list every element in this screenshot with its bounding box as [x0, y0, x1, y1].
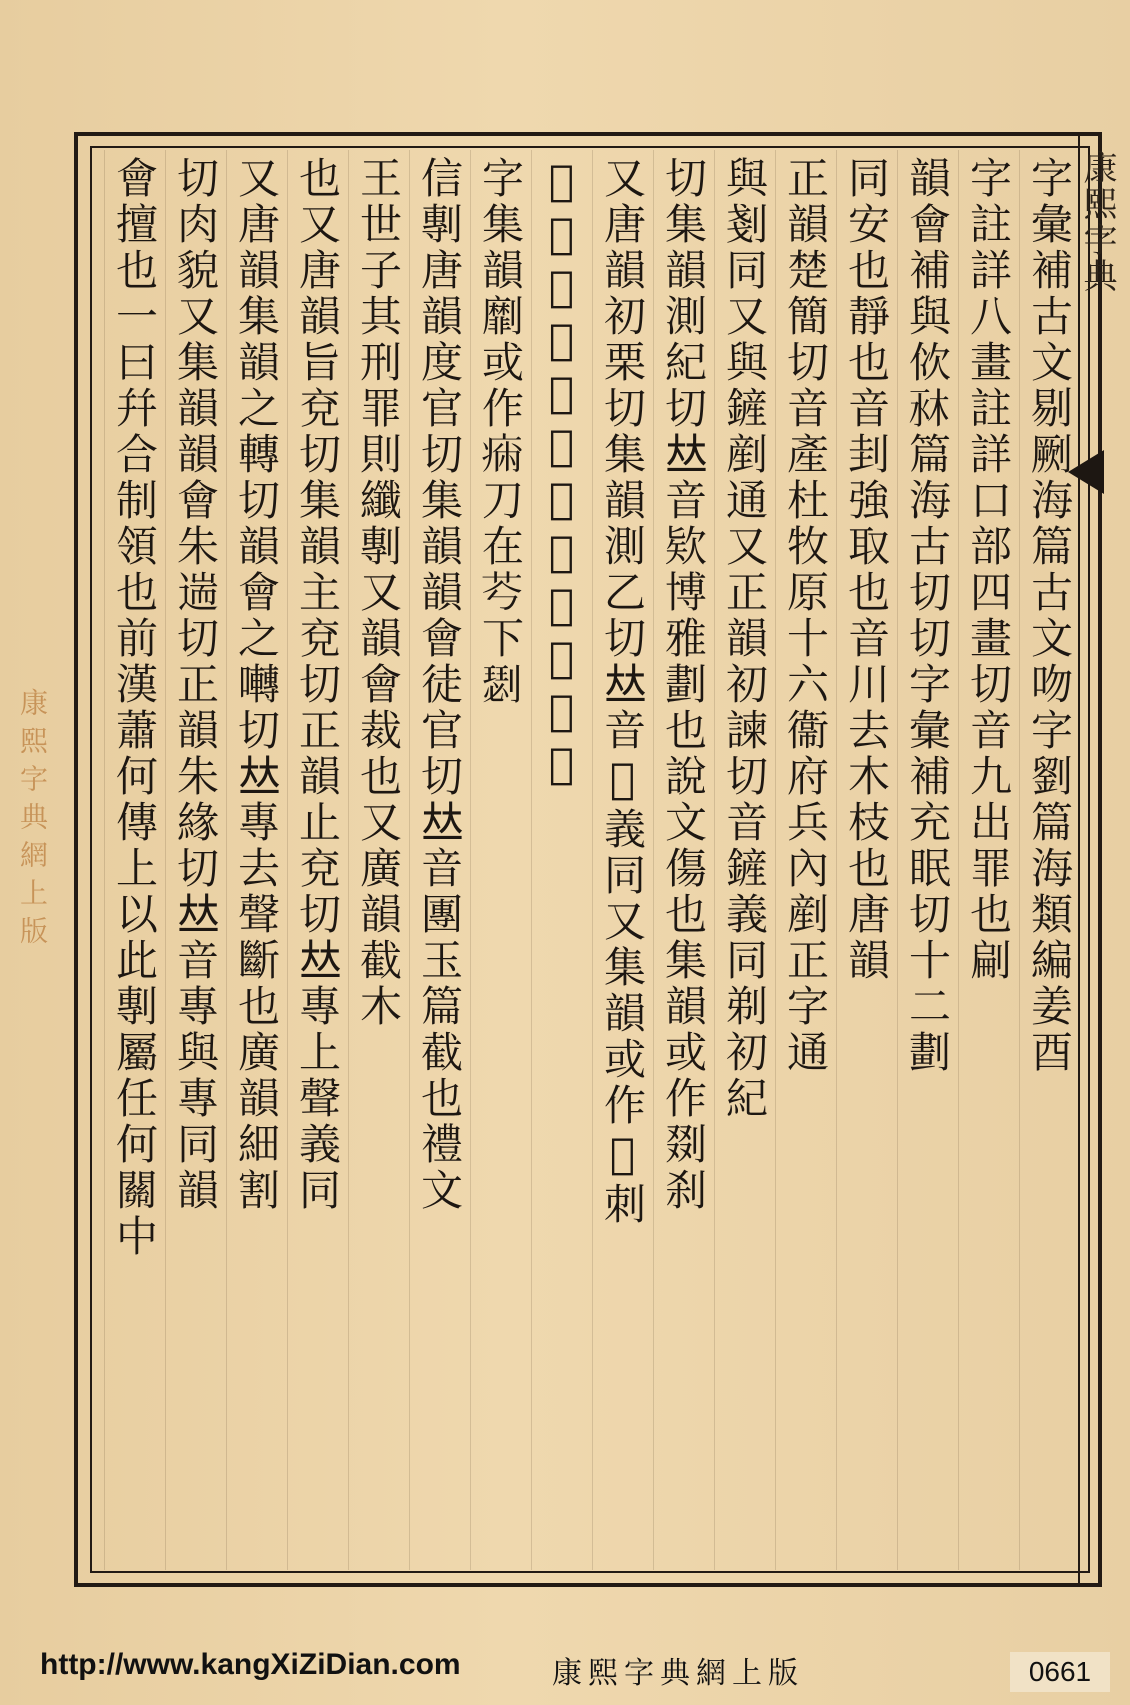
text-columns [100, 150, 1080, 1570]
text-column: 又唐韻初栗切集韻測乙切𠀤音𨑖義同又集韻或作𦬫刺 [592, 150, 653, 1570]
text-column: 與剗同又與鏟剷通又正韻初諫切音鏟義同剃初紀 [714, 150, 775, 1570]
text-column: 信剸唐韻度官切集韻韻會徒官切𠀤音團玉篇截也禮文 [409, 150, 470, 1570]
text-column: 會擅也一曰幷合制領也前漢蕭何傳上以此剸屬任何關中 [104, 150, 165, 1570]
header-title-fragment: 康熙字典 [1077, 150, 1117, 294]
text-column: 同安也靜也音刲強取也音川去木枝也唐韻 [836, 150, 897, 1570]
text-column: 字彙補古文剔劂海篇古文吻字劉篇海類編姜酉 [1019, 150, 1080, 1570]
text-column: 字註詳八畫註詳口部四畫切音九出罪也㓲 [958, 150, 1019, 1570]
footer-title: 康熙字典網上版 [552, 1656, 804, 1691]
text-column: 又唐韻集韻之轉切韻會之囀切𠀤專去聲斷也廣韻細割 [226, 150, 287, 1570]
text-column: 字集韻劘或作𤷗刀在𦬉下𠟦 [470, 150, 531, 1570]
text-column: 韻會補與佽𣐫篇海古切切字彙補充眠切十二劃 [897, 150, 958, 1570]
text-column: 𠜽篇海音摩削也正字通俗劘 [531, 150, 592, 1570]
side-watermark-label: 康熙字典網上版 [16, 688, 49, 954]
text-column: 王世子其刑罪則纖剸又韻會裁也又廣韻截木 [348, 150, 409, 1570]
site-url-link[interactable]: http://www.kangXiZiDian.com [40, 1648, 461, 1681]
page-number: 0661 [1010, 1652, 1110, 1692]
text-column: 也又唐韻旨兗切集韻主兗切正韻止兗切𠀤專上聲義同 [287, 150, 348, 1570]
text-column: 正韻楚簡切音產杜牧原十六衞府兵內剷正字通 [775, 150, 836, 1570]
text-column: 切肉貌又集韻韻會朱遄切正韻朱緣切𠀤音專與專同韻 [165, 150, 226, 1570]
text-column: 切集韻測紀切𠀤音欵博雅劃也說文傷也集韻或作剟刹 [653, 150, 714, 1570]
